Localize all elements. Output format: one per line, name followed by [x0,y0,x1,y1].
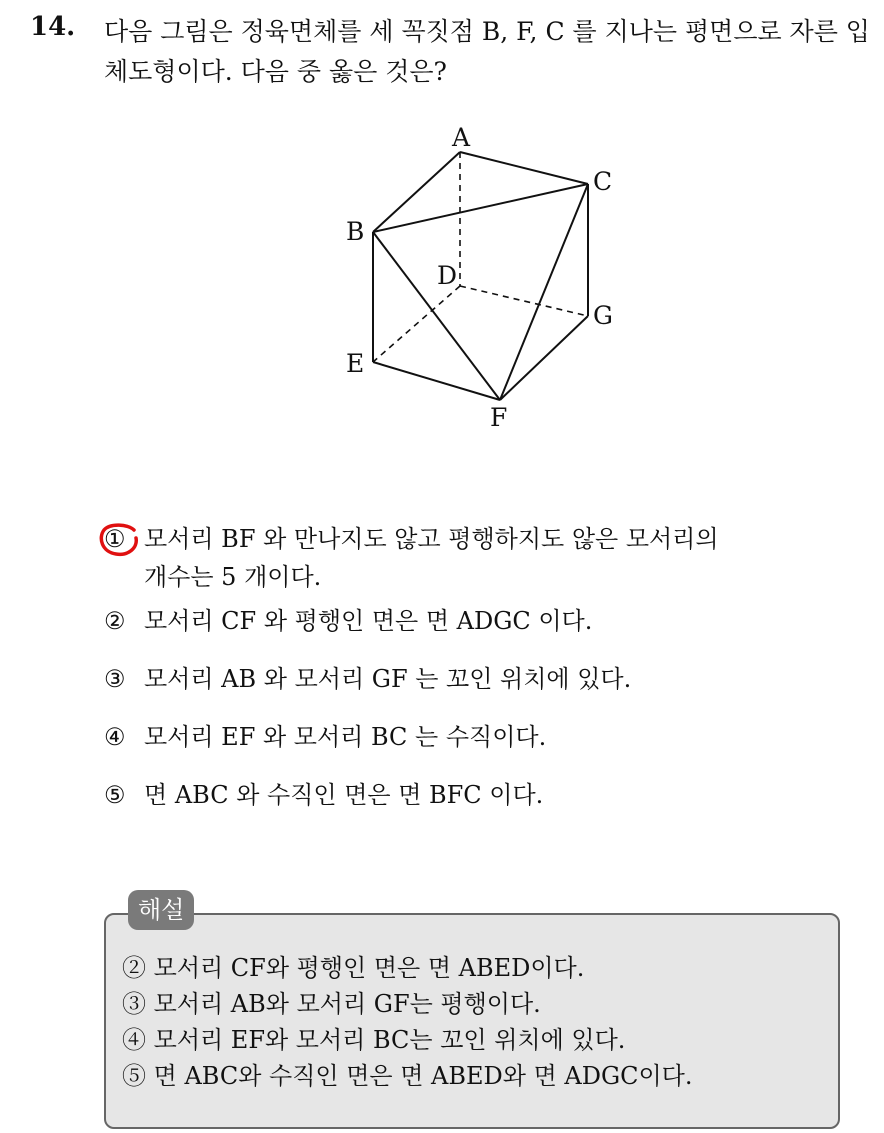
edge-EF [373,362,500,400]
choice-3-text: 모서리 AB 와 모서리 GF 는 꼬인 위치에 있다. [144,665,632,693]
edge-AB [373,152,460,232]
solution-line-4: ⑤ 면 ABC와 수직인 면은 면 ABED와 면 ADGC이다. [122,1062,693,1090]
vertex-label-D: D [437,261,458,290]
choice-1-text: 모서리 BF 와 만나지도 않고 평행하지도 않은 모서리의 [144,525,719,553]
solution-line-1: ② 모서리 CF와 평행인 면은 면 ABED이다. [122,954,585,982]
edge-GF [500,316,588,400]
choice-5[interactable] [104,776,543,814]
hidden-edge-DE [373,286,460,362]
vertex-label-A: A [452,123,471,152]
choice-5-text: 면 ABC 와 수직인 면은 면 BFC 이다. [144,781,544,809]
choice-1-text-cont: 개수는 5 개이다. [144,563,322,591]
choice-4-mark: ④ [104,723,126,751]
choice-3-mark: ③ [104,665,126,693]
choice-5-mark: ⑤ [104,781,126,809]
vertex-label-E: E [346,349,365,378]
hidden-edge-DG [460,286,588,316]
vertex-label-C: C [593,167,613,196]
edge-BC [373,184,588,232]
answer-circle-icon [98,522,142,558]
choice-2[interactable] [104,602,592,640]
solution-tag: 해설 [128,890,194,930]
question-number: 14. [30,12,76,42]
vertex-label-G: G [593,301,613,330]
choice-4-text: 모서리 EF 와 모서리 BC 는 수직이다. [144,723,547,751]
question-text: 다음 그림은 정육면체를 세 꼭짓점 B, F, C 를 지나는 평면으로 자른 입체도형이다. 다음 중 옳은 것은? [104,17,870,86]
vertex-label-B: B [346,217,365,246]
edge-CF [500,184,588,400]
choice-4[interactable] [104,718,546,756]
solid-figure [330,112,630,442]
choice-1[interactable] [104,520,719,596]
solution-line-3: ④ 모서리 EF와 모서리 BC는 꼬인 위치에 있다. [122,1026,626,1054]
choice-2-mark: ② [104,607,126,635]
edge-AC [460,152,588,184]
solution-box [104,913,840,1129]
choice-3[interactable] [104,660,631,698]
choice-1-mark: ① [104,525,126,553]
vertex-label-F: F [490,403,508,432]
solution-line-2: ③ 모서리 AB와 모서리 GF는 평행이다. [122,990,541,1018]
solid-figure-svg [330,112,630,442]
choice-2-text: 모서리 CF 와 평행인 면은 면 ADGC 이다. [144,607,593,635]
edge-BF [373,232,500,400]
